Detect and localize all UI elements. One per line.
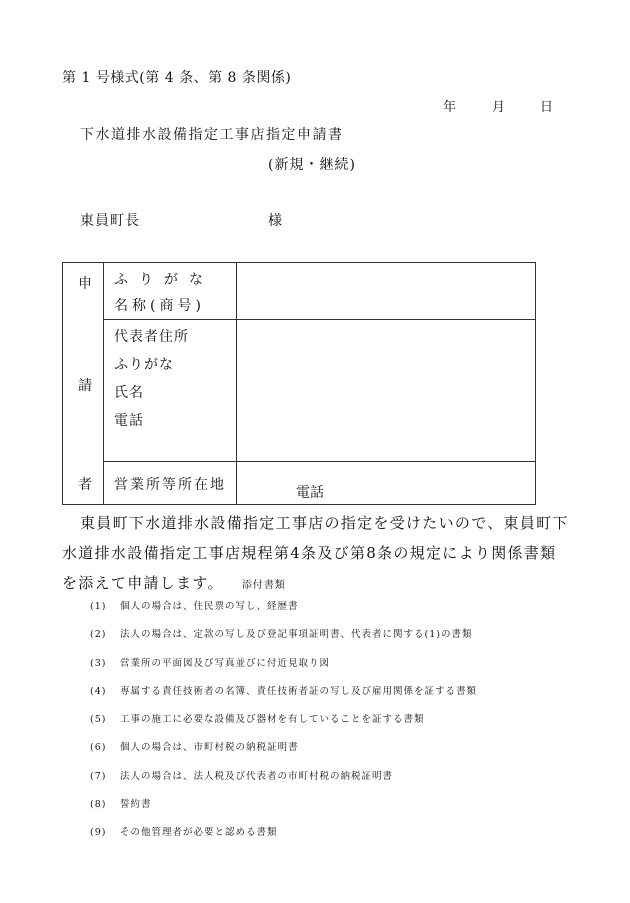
item-number: (1) bbox=[90, 601, 107, 612]
list-item bbox=[90, 598, 299, 612]
date-year-label: 年 bbox=[443, 100, 457, 115]
item-text: 工事の施工に必要な設備及び器材を有していることを証する書類 bbox=[120, 714, 425, 725]
document-subtitle: (新規・継続) bbox=[268, 157, 356, 173]
statement-text: 東員町下水道排水設備指定工事店の指定を受けたいので、東員町下水道排水設備指定工事店規程第4条及び第8条の規定により関係書類を添えて申請します。 bbox=[62, 514, 569, 592]
name-label-cell bbox=[104, 263, 237, 320]
item-number: (6) bbox=[90, 742, 107, 753]
item-text: 法人の場合は、定款の写し及び登記事項証明書、代表者に関する(1)の書類 bbox=[120, 629, 473, 640]
attachments-heading: 添付書類 bbox=[241, 580, 286, 591]
list-item bbox=[90, 768, 393, 782]
representative-address-label: 代表者住所 bbox=[114, 329, 189, 345]
document-title: 下水道排水設備指定工事店指定申請書 bbox=[80, 127, 344, 143]
list-item bbox=[90, 824, 278, 838]
office-location-field[interactable] bbox=[237, 462, 536, 505]
item-text: 営業所の平面図及び写真並びに付近見取り図 bbox=[120, 658, 331, 669]
representative-name-label: 氏名 bbox=[114, 385, 144, 401]
representative-label-cell bbox=[104, 320, 237, 462]
trade-name-label: 名称(商号) bbox=[114, 298, 205, 314]
side-char-shin: 申 bbox=[78, 276, 92, 292]
list-item bbox=[90, 683, 477, 697]
office-label-cell bbox=[104, 462, 237, 505]
item-number: (8) bbox=[90, 799, 107, 810]
side-char-sha: 者 bbox=[78, 477, 92, 493]
item-number: (2) bbox=[90, 629, 107, 640]
item-text: 誓約書 bbox=[120, 799, 152, 810]
item-text: 法人の場合は、法人税及び代表者の市町村税の納税証明書 bbox=[120, 771, 394, 782]
list-item bbox=[90, 739, 299, 753]
item-number: (7) bbox=[90, 771, 107, 782]
representative-phone-label: 電話 bbox=[114, 413, 144, 429]
date-month-label: 月 bbox=[492, 100, 506, 115]
list-item bbox=[90, 711, 425, 725]
item-text: 専属する責任技術者の名簿、責任技術者証の写し及び雇用関係を証する書類 bbox=[120, 686, 478, 697]
item-number: (4) bbox=[90, 686, 107, 697]
item-text: 個人の場合は、市町村税の納税証明書 bbox=[120, 742, 299, 753]
addressee: 東員町長 bbox=[80, 213, 140, 229]
office-location-label: 営業所等所在地 bbox=[114, 477, 226, 493]
date-day-label: 日 bbox=[540, 100, 554, 115]
application-statement bbox=[62, 508, 572, 601]
honorific: 様 bbox=[268, 213, 282, 229]
representative-furigana-label: ふりがな bbox=[114, 357, 174, 373]
form-number: 第 1 号様式(第 4 条、第 8 条関係) bbox=[62, 70, 292, 86]
side-char-sei: 請 bbox=[78, 378, 92, 394]
trade-name-field[interactable] bbox=[237, 263, 536, 320]
item-number: (9) bbox=[90, 827, 107, 838]
item-number: (5) bbox=[90, 714, 107, 725]
applicant-table bbox=[62, 262, 536, 505]
item-text: 個人の場合は、住民票の写し、経歴書 bbox=[120, 601, 299, 612]
item-text: その他管理者が必要と認める書類 bbox=[120, 827, 278, 838]
list-item bbox=[90, 655, 330, 669]
list-item bbox=[90, 626, 472, 640]
office-phone-label: 電話 bbox=[296, 485, 324, 501]
representative-field[interactable] bbox=[237, 320, 536, 462]
applicant-side-cell bbox=[63, 263, 104, 505]
item-number: (3) bbox=[90, 658, 107, 669]
list-item bbox=[90, 796, 152, 810]
furigana-label: ふりがな bbox=[114, 272, 214, 288]
